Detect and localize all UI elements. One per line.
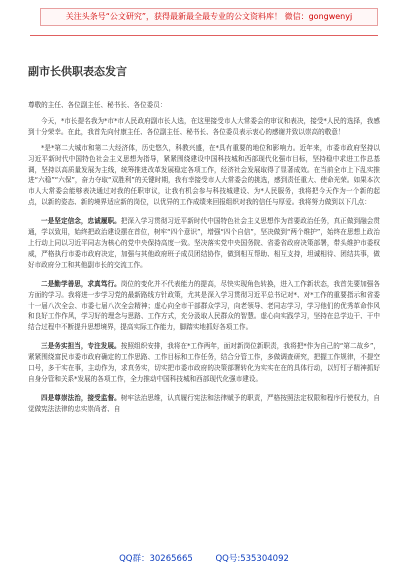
document-body: [28, 100, 380, 420]
paragraph-5: [28, 341, 380, 385]
point-1-heading: 一是坚定信念，忠诚履职。: [41, 217, 121, 226]
point-4-text: 树牢法治思维，认真履行宪法和法律赋予的职责，严格按照法定权限和程序行使权力，自觉做宪法法律的忠实崇尚者、自: [28, 393, 381, 413]
paragraph-4: [28, 279, 380, 334]
promo-banner: 关注头条号“公文研究”，获得最新最全最专业的公文资料库！ 微信：gongwenyj: [40, 8, 378, 26]
point-3-text: 按照组织安排，我将在*工作两年，面对新岗位新职责，我将把*作为自己的“第二故乡”，紧紧围绕富民市委市政府确定的工作思路、工作目标和工作任务，结合分管工作，多做调查研究，把握工作规律，不提空口号，多干实在事，主动作为，求真务实，切实把市委市政府的决策部署转化为实实在在的具体行动，以钉钉子精神抓好自身分管和关系*发展的各项工作，全力推动中国科技城和西部现代化强市建设。: [28, 342, 380, 383]
page-title: 副市长供职表态发言: [28, 65, 127, 78]
paragraph-6: [28, 393, 380, 415]
header-divider: [30, 35, 378, 36]
paragraph-2: *是*第二大城市和第二大经济体，历史悠久，科教兴盛，在*具有重要的地位和影响力。近年来，市委市政府坚持以习近平新时代中国特色社会主义思想为指导，紧紧围绕建设中国科技城和西部现代化强市目标，坚持稳中求进工作总基调，坚持以高质量发展为主线，统筹推进改革发展稳定各项工作，经济社会发展取得了显著成效。在当前全市上下乱实推进“六稳”“六保”，奋力夺取“双胜利”的关键时期，我有幸接受市人大常委会的挑选，感到责任重大、使命光荣。如果本次市人大常委会能够表决通过对我的任职审议，让我有机会参与科技城建设、为*人民服务，我将把今天作为一个新的起点，以新的姿态、新的境界适应新的岗位，以优异的工作成绩来回报组织对我的信任与厚爱。我将努力做到以下几点：: [28, 143, 380, 207]
paragraph-1: 今天，*市长提名我为*市*市人民政府副市长人选，在这里接受市人大常委会的审议和表决，接受*人民的选择，我感到十分荣幸。在此，我首先向付康主任、各位副主任、秘书长、各位委员表示衷心的感谢并致以崇高的敬意！: [28, 116, 380, 136]
point-4-heading: 四是尊崇法治，接受监督。: [41, 393, 121, 402]
footer-contact: [0, 552, 408, 564]
paragraph-3: [28, 216, 380, 271]
qq-group-text: QQ群：30265665: [119, 554, 193, 564]
qq-number-text: QQ号:535304092: [215, 554, 289, 564]
salutation: 尊敬的主任、各位副主任、秘书长、各位委员：: [28, 101, 167, 109]
point-3-heading: 三是务实担当，专注发展。: [41, 342, 121, 351]
point-2-text: 岗位的变化并不代表能力的提高，尽快实现角色转换，进入工作新状态，我首先要加强各方面的学习。我将进一步学习党的最新路线方针政策，尤其是深入学习贯彻习近平总书记对*、对*工作的重要指示和省委十一届八次全会、市委七届八次全会精神；虚心向全市干部群众学习，向老领导、老同志学习，学习他们的优秀革命作风和良好工作作风，学习好的理念与思路、工作方式，充分汲取人民群众的智慧。虚心向实践学习，坚持在总学边干、干中结合过程中不断提升思想境界，提高实际工作能力，脚踏实地抓好各项工作。: [28, 279, 381, 332]
point-1-text: 把深入学习贯彻习近平新时代中国特色社会主义思想作为首要政治任务，真正做到融会贯通，学以致用，始终把政治建设摆在首位，树牢“四个意识”，增强“四个自信”，坚决做到“两个维护”，始终在思想上政治上行动上同以习近平同志为核心的党中央保持高度一致。坚决落实党中央国务院、省委省政府决策部署，带头维护市委权威，严格执行市委市政府决定，加强与其他政府班子成员团结协作，做到相互帮助、相互支持，坦诚相待、团结共事，做好市政府分工和其他副市长的交流工作。: [28, 217, 381, 269]
point-2-heading: 二是勤学善思，求真笃行。: [41, 279, 121, 288]
